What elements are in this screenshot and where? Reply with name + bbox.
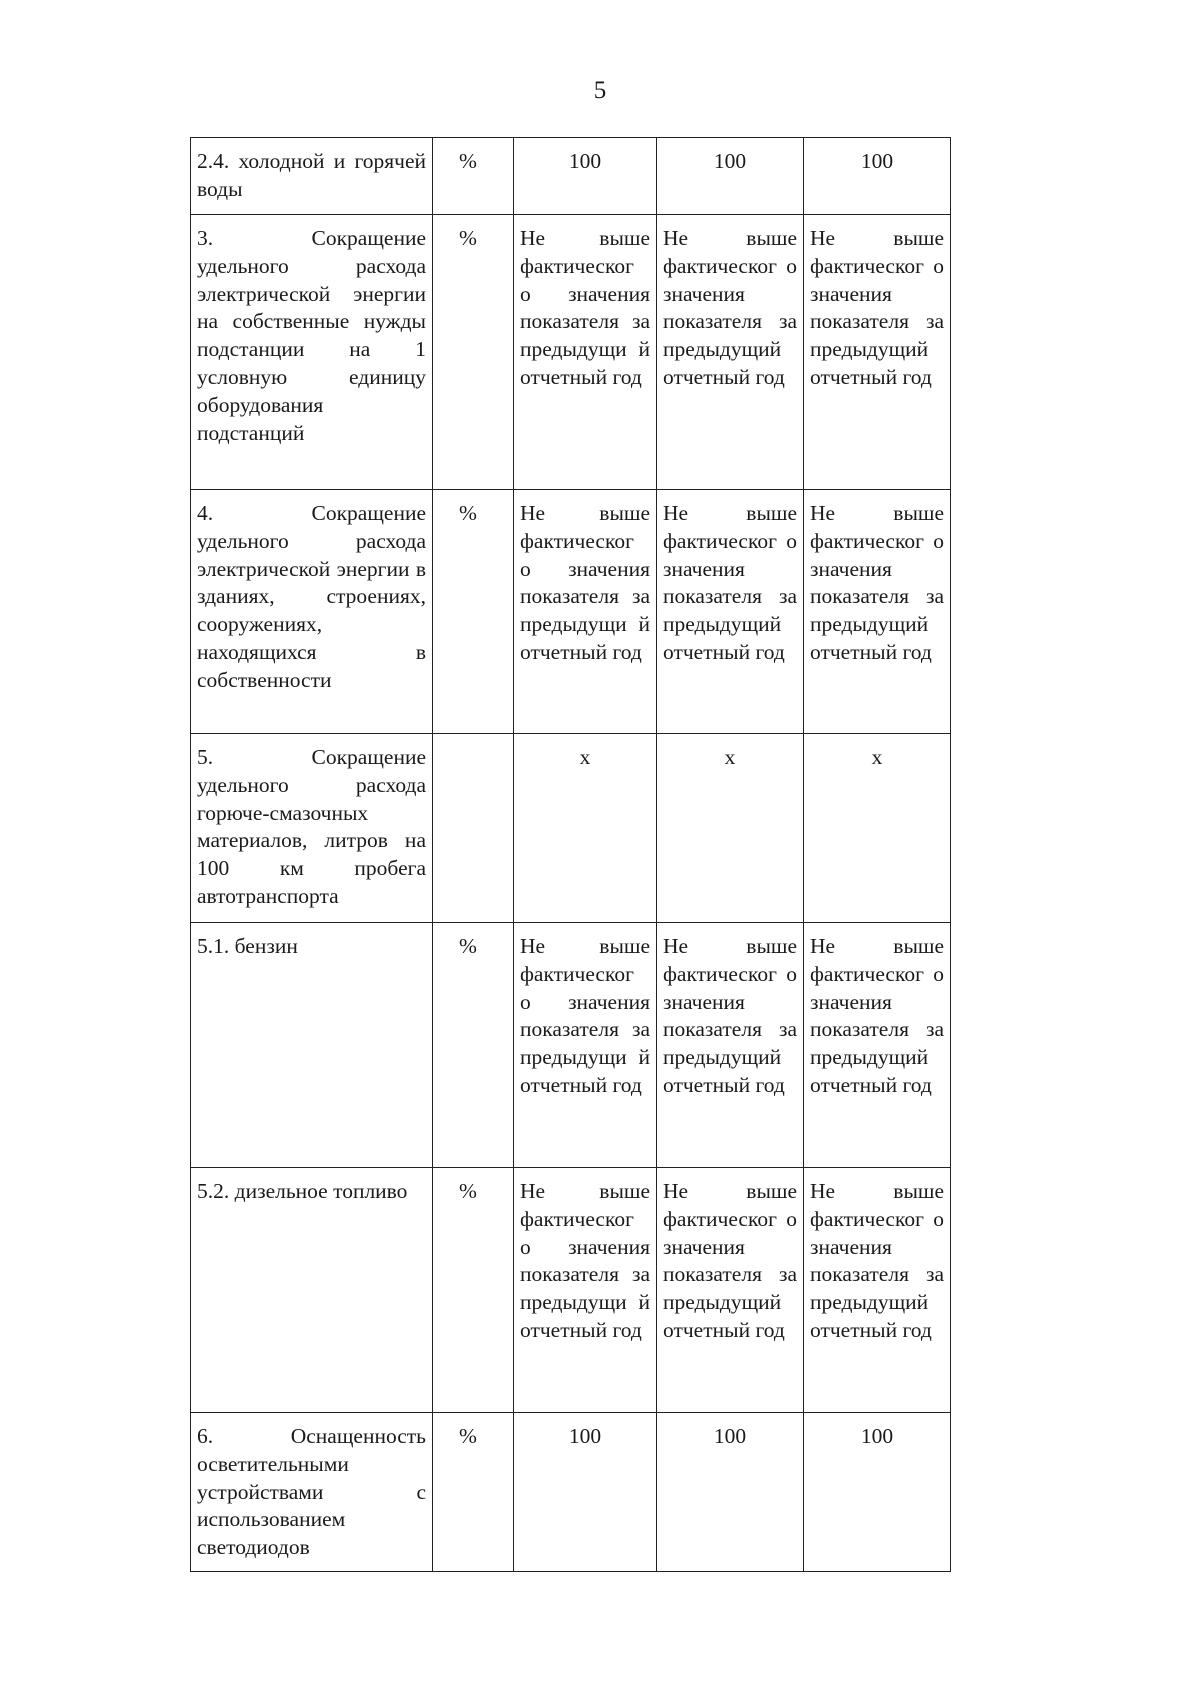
value-cell: Не выше фактическог о значения показателя за предыдущи й отчетный год [514, 1168, 657, 1413]
indicator-name-cell: 4. Сокращение удельного расхода электрической энергии в зданиях, строениях, сооружениях, находящихся в собственности [191, 490, 433, 734]
indicator-name-cell: 5. Сокращение удельного расхода горюче-смазочных материалов, литров на 100 км пробега автотранспорта [191, 734, 433, 923]
value-cell: х [657, 734, 804, 923]
unit-cell: % [433, 1413, 514, 1572]
value-cell: х [804, 734, 951, 923]
unit-cell: % [433, 1168, 514, 1413]
value-cell: Не выше фактическог о значения показателя за предыдущи й отчетный год [514, 215, 657, 490]
indicator-name-cell: 3. Сокращение удельного расхода электрической энергии на собственные нужды подстанции на 1 условную единицу оборудования подстанций [191, 215, 433, 490]
unit-cell [433, 734, 514, 923]
value-cell: Не выше фактическог о значения показателя за предыдущий отчетный год [804, 490, 951, 734]
page-number: 5 [593, 77, 607, 104]
unit-cell: % [433, 215, 514, 490]
value-cell: Не выше фактическог о значения показателя за предыдущий отчетный год [804, 215, 951, 490]
table-row [191, 1413, 951, 1572]
value-cell: Не выше фактическог о значения показателя за предыдущий отчетный год [657, 923, 804, 1168]
table-row [191, 734, 951, 923]
indicator-name-cell: 6. Оснащенность осветительными устройствами с использованием светодиодов [191, 1413, 433, 1572]
indicators-table [190, 137, 951, 1572]
indicator-name-cell: 5.1. бензин [191, 923, 433, 1168]
value-cell: Не выше фактическог о значения показателя за предыдущий отчетный год [657, 490, 804, 734]
table-row [191, 923, 951, 1168]
table-row [191, 215, 951, 490]
value-cell: Не выше фактическог о значения показателя за предыдущий отчетный год [657, 1168, 804, 1413]
value-cell: Не выше фактическог о значения показателя за предыдущи й отчетный год [514, 923, 657, 1168]
value-cell: 100 [514, 138, 657, 215]
value-cell: х [514, 734, 657, 923]
value-cell: 100 [657, 138, 804, 215]
value-cell: 100 [657, 1413, 804, 1572]
value-cell: Не выше фактическог о значения показателя за предыдущий отчетный год [657, 215, 804, 490]
unit-cell: % [433, 138, 514, 215]
indicator-name-cell: 5.2. дизельное топливо [191, 1168, 433, 1413]
value-cell: 100 [804, 1413, 951, 1572]
value-cell: Не выше фактическог о значения показателя за предыдущий отчетный год [804, 923, 951, 1168]
table-row [191, 138, 951, 215]
unit-cell: % [433, 490, 514, 734]
table-row [191, 1168, 951, 1413]
unit-cell: % [433, 923, 514, 1168]
indicator-name-cell: 2.4. холодной и горячей воды [191, 138, 433, 215]
value-cell: 100 [804, 138, 951, 215]
value-cell: Не выше фактическог о значения показателя за предыдущий отчетный год [804, 1168, 951, 1413]
table-row [191, 490, 951, 734]
value-cell: 100 [514, 1413, 657, 1572]
value-cell: Не выше фактическог о значения показателя за предыдущи й отчетный год [514, 490, 657, 734]
